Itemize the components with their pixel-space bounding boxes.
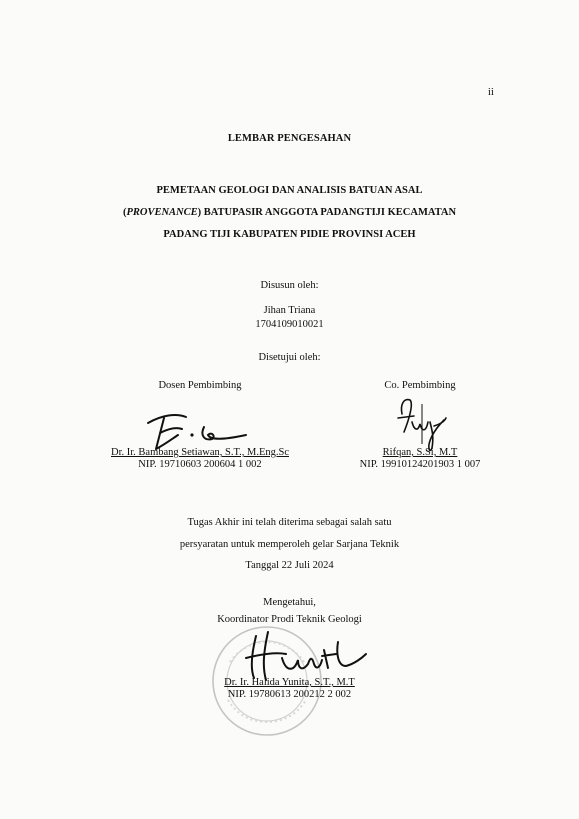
author-name: Jihan Triana	[263, 305, 316, 316]
co-supervisor-role: Co. Pembimbing	[384, 380, 456, 391]
thesis-title-line-3: PADANG TIJI KABUPATEN PIDIE PROVINSI ACEH	[163, 229, 416, 240]
statement-line-1: Tugas Akhir ini telah diterima sebagai salah satu	[187, 517, 392, 528]
thesis-title-line-2: (PROVENANCE) BATUPASIR ANGGOTA PADANGTIJI KECAMATAN	[122, 207, 457, 218]
thesis-title-line-2-rest: BATUPASIR ANGGOTA PADANGTIJI KECAMATAN	[201, 207, 457, 218]
supervisor-name: Dr. Ir. Bambang Setiawan, S.T., M.Eng.Sc	[111, 447, 289, 458]
coordinator-nip: NIP. 19780613 200212 2 002	[227, 689, 352, 700]
page-heading: LEMBAR PENGESAHAN	[227, 133, 352, 144]
author-id: 1704109010021	[255, 319, 324, 330]
thesis-title-line-1: PEMETAAN GEOLOGI DAN ANALISIS BATUAN ASAL	[156, 185, 423, 196]
coordinator-name: Dr. Ir. Halida Yunita, S.T., M.T	[224, 677, 355, 688]
co-supervisor-name: Rifqan, S.Si, M.T	[382, 447, 458, 458]
thesis-title-italic: PROVENANCE	[126, 207, 198, 218]
supervisor-role: Dosen Pembimbing	[158, 380, 242, 391]
compiled-by-label: Disusun oleh:	[260, 280, 319, 291]
page-number: ii	[487, 86, 494, 98]
statement-line-2: persyaratan untuk memperoleh gelar Sarjana Teknik	[179, 539, 400, 550]
coordinator-signature-icon	[242, 628, 372, 684]
statement-date: Tanggal 22 Juli 2024	[245, 560, 334, 571]
acknowledged-label: Mengetahui,	[263, 597, 316, 608]
supervisor-signature-icon	[142, 405, 252, 453]
approved-by-label: Disetujui oleh:	[258, 352, 321, 363]
co-supervisor-nip: NIP. 19910124201903 1 007	[359, 459, 481, 470]
thesis-title	[0, 180, 579, 246]
coordinator-role: Koordinator Prodi Teknik Geologi	[217, 614, 362, 625]
supervisor-nip: NIP. 19710603 200604 1 002	[138, 459, 262, 470]
